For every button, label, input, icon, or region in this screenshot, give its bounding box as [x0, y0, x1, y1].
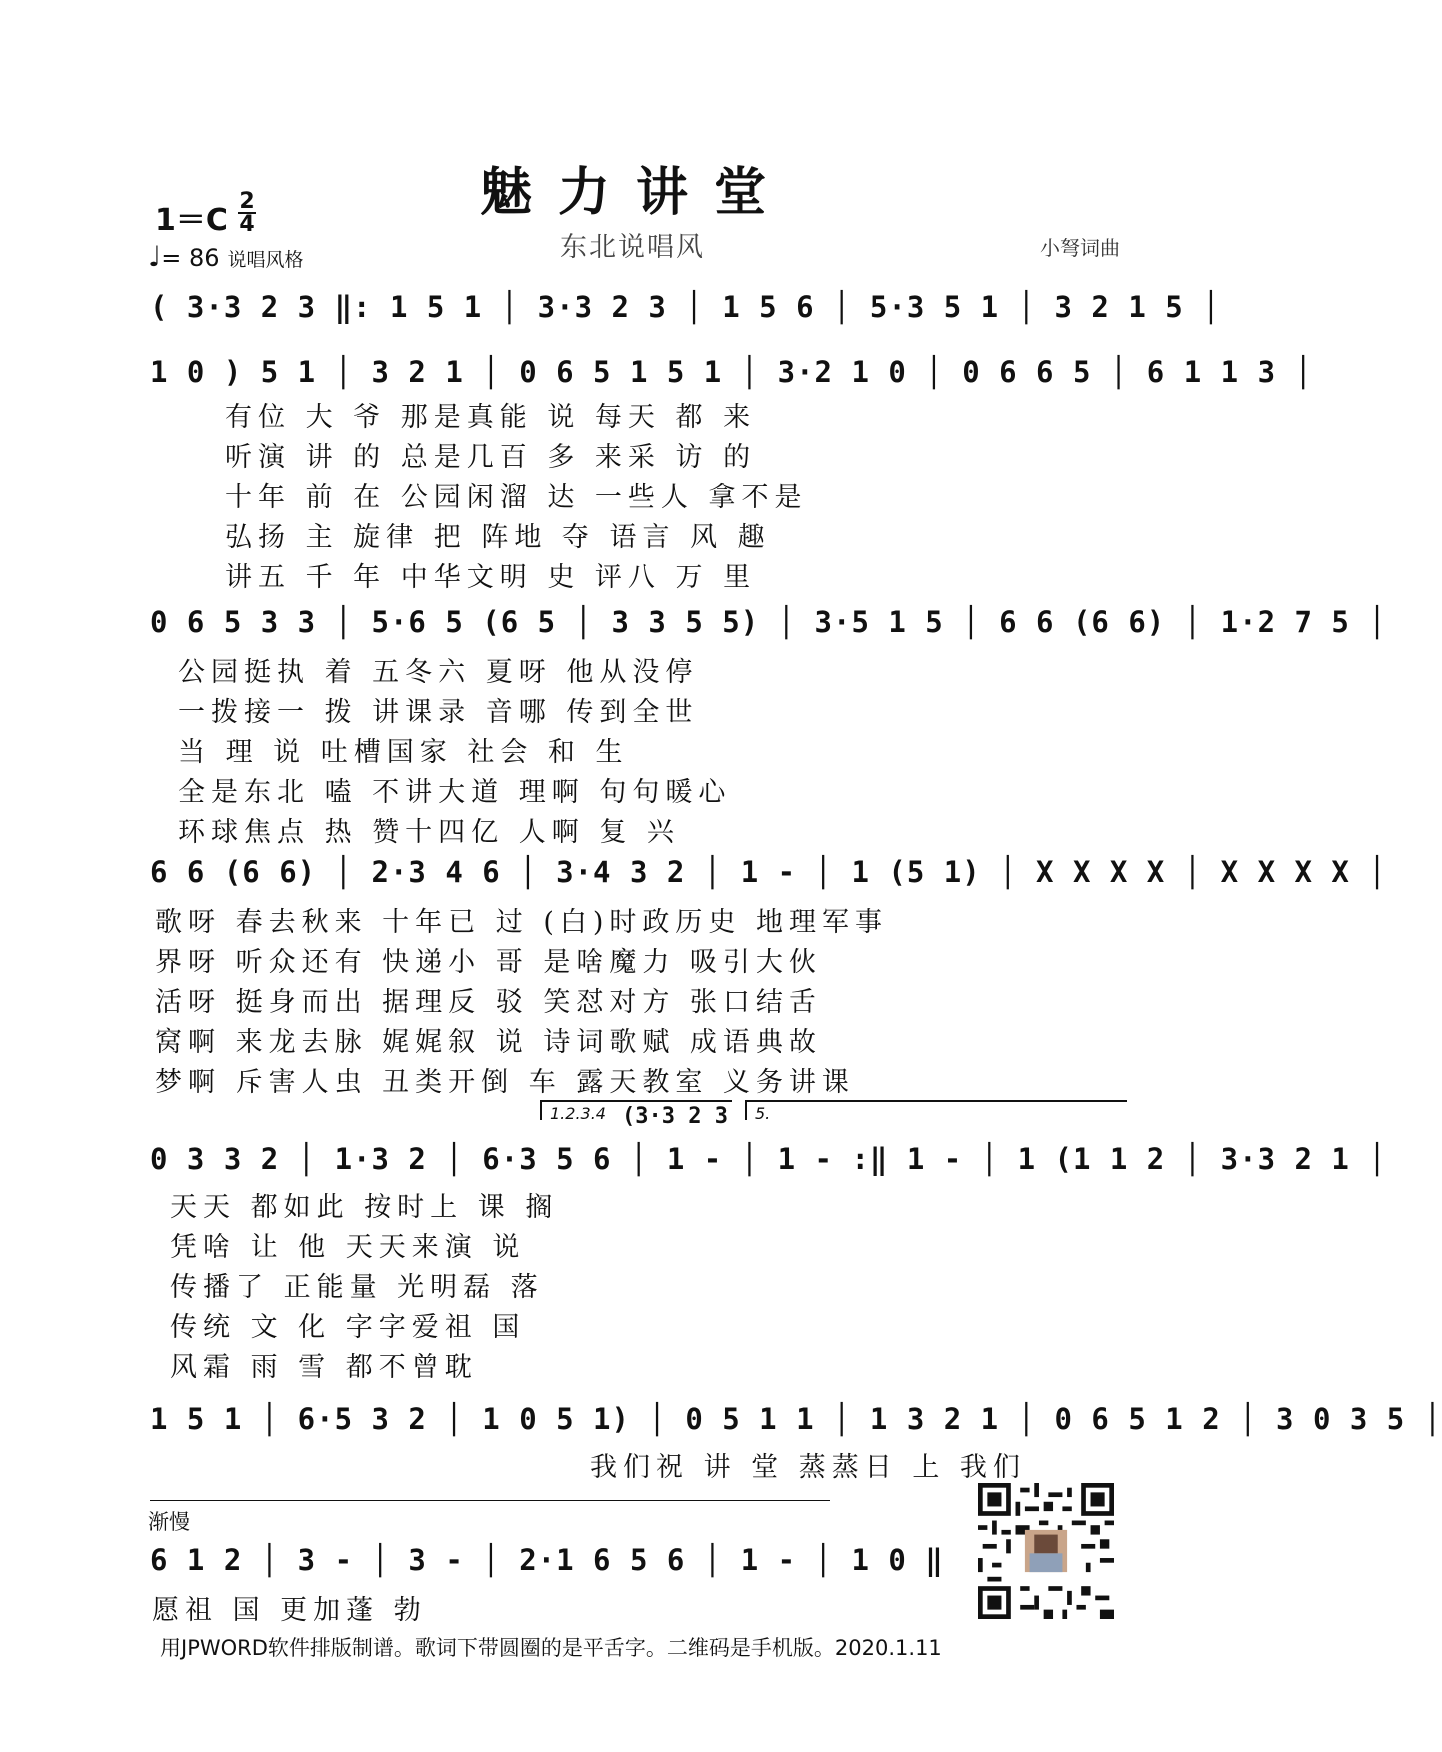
volta-2-label: 5.: [755, 1104, 771, 1123]
tempo-rit-mark: 渐慢: [148, 1510, 190, 1534]
lyric-line: 十年 前 在 公园闲溜 达 一些人 拿不是: [225, 482, 808, 513]
meter-bottom: 4: [239, 212, 255, 237]
key-signature: 1＝C: [155, 203, 228, 238]
phrase-bracket: [150, 1500, 830, 1501]
lyric-line: 全是东北 嗑 不讲大道 理啊 句句暖心: [178, 777, 732, 808]
tempo-value: = 86: [161, 244, 220, 272]
staff-line-2: 1 0 ) 5 1 │ 3 2 1 │ 0 6 5 1 5 1 │ 3·2 1 0 │ 0 6 6 5 │ 6 1 1 3 │: [150, 355, 1313, 389]
lyric-line: 环球焦点 热 赞十四亿 人啊 复 兴: [178, 817, 680, 848]
staff-line-3: 0 6 5 3 3 │ 5·6 5 (6 5 │ 3 3 5 5) │ 3·5 1 5 │ 6 6 (6 6) │ 1·2 7 5 │: [150, 605, 1387, 639]
composer-credit: 小弩词曲: [1040, 236, 1120, 260]
subtitle: 东北说唱风: [560, 232, 705, 263]
time-signature: [237, 189, 257, 237]
staff-line-1: ( 3·3 2 3 ‖: 1 5 1 │ 3·3 2 3 │ 1 5 6 │ 5·3 5 1 │ 3 2 1 5 │: [150, 290, 1221, 324]
lyric-line: 天天 都如此 按时上 课 搁: [170, 1192, 559, 1223]
lyric-line: 风霜 雨 雪 都不曾耽: [170, 1352, 478, 1383]
volta-1-notes: (3·3 2 3: [622, 1104, 728, 1129]
lyric-line: 有位 大 爷 那是真能 说 每天 都 来: [225, 402, 757, 433]
lyric-line: 活呀 挺身而出 据理反 驳 笑怼对方 张口结舌: [155, 987, 822, 1018]
volta-1: [540, 1100, 732, 1129]
lyric-line: 传统 文 化 字字爱祖 国: [170, 1312, 526, 1343]
lyric-line: 一拨接一 拨 讲课录 音哪 传到全世: [178, 697, 699, 728]
lyric-line: 传播了 正能量 光明磊 落: [170, 1272, 544, 1303]
lyric-line: 听演 讲 的 总是几百 多 来采 访 的: [225, 442, 757, 473]
lyric-line: 梦啊 斥害人虫 丑类开倒 车 露天教室 义务讲课: [155, 1067, 855, 1098]
lyric-line: 窝啊 来龙去脉 娓娓叙 说 诗词歌赋 成语典故: [155, 1027, 822, 1058]
page-title: 魅力讲堂: [479, 162, 792, 223]
quarter-note-icon: ♩: [148, 240, 162, 273]
lyric-line: 界呀 听众还有 快递小 哥 是啥魔力 吸引大伙: [155, 947, 822, 978]
footer-note: 用JPWORD软件排版制谱。歌词下带圆圈的是平舌字。二维码是手机版。2020.1.11: [160, 1636, 942, 1660]
qr-code-icon: [978, 1483, 1114, 1619]
lyric-line: 公园挺执 着 五冬六 夏呀 他从没停: [178, 657, 699, 688]
lyric-line: 当 理 说 吐槽国家 社会 和 生: [178, 737, 629, 768]
staff-line-5: 0 3 3 2 │ 1·3 2 │ 6·3 5 6 │ 1 - │ 1 - :‖ 1 - │ 1 (1 1 2 │ 3·3 2 1 │: [150, 1142, 1387, 1176]
tempo-mark: [148, 240, 304, 273]
volta-1-label: 1.2.3.4: [550, 1104, 606, 1123]
lyric-line: 我们祝 讲 堂 蒸蒸日 上 我们: [590, 1452, 1026, 1483]
lyric-line: 凭啥 让 他 天天来演 说: [170, 1232, 526, 1263]
staff-line-7: 6 1 2 │ 3 - │ 3 - │ 2·1 6 5 6 │ 1 - │ 1 0 ‖: [150, 1543, 944, 1577]
tempo-style: 说唱风格: [227, 249, 304, 271]
staff-line-6: 1 5 1 │ 6·5 3 2 │ 1 0 5 1) │ 0 5 1 1 │ 1 3 2 1 │ 0 6 5 1 2 │ 3 0 3 5 │: [150, 1402, 1442, 1436]
volta-2: [745, 1100, 1127, 1123]
staff-line-4: 6 6 (6 6) │ 2·3 4 6 │ 3·4 3 2 │ 1 - │ 1 (5 1) │ X X X X │ X X X X │: [150, 855, 1387, 889]
lyric-line: 讲五 千 年 中华文明 史 评八 万 里: [225, 562, 757, 593]
lyric-line: 歌呀 春去秋来 十年已 过 (白)时政历史 地理军事: [155, 907, 888, 938]
meter-top: 2: [239, 189, 255, 214]
lyric-line: 弘扬 主 旋律 把 阵地 夺 语言 风 趣: [225, 522, 771, 553]
lyric-line: 愿祖 国 更加蓬 勃: [152, 1595, 427, 1626]
